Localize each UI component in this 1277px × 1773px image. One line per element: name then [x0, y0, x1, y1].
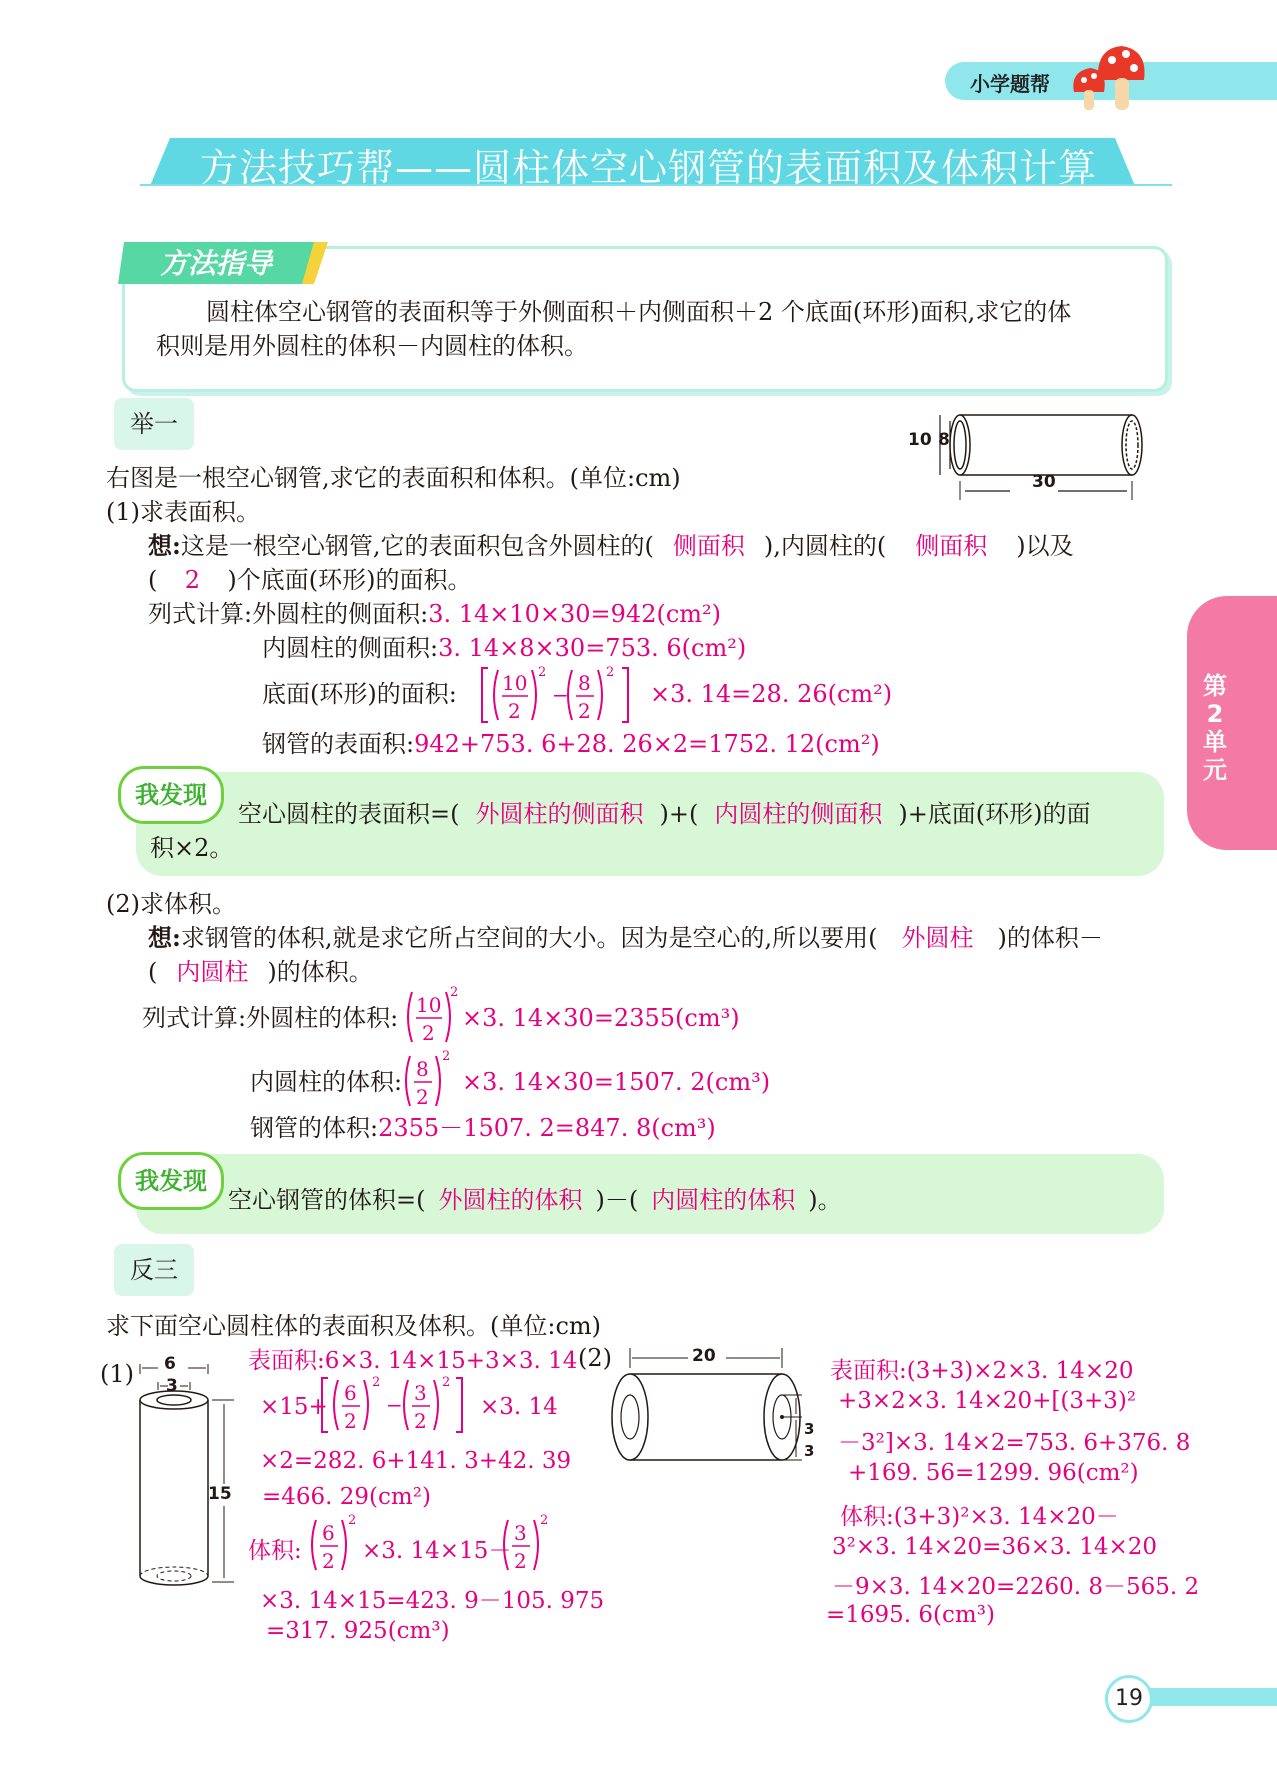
outer-lateral-value: 3. 14×10×30=942(cm²) — [428, 600, 722, 628]
calc-line-4 — [262, 728, 880, 760]
part1-heading: (1)求表面积。 — [106, 498, 260, 526]
outer-radius-formula — [402, 984, 458, 1050]
pipe-volume-value: 2355－1507. 2=847. 8(cm³) — [378, 1114, 716, 1142]
q2-ring-width-label: 3 — [804, 1442, 815, 1460]
discover1-text-c: )+底面(环形)的面 — [898, 800, 1091, 828]
part2-think-d: )的体积。 — [267, 958, 373, 986]
think-label: 想: — [148, 531, 181, 560]
method-line-1: 圆柱体空心钢管的表面积等于外侧面积＋内侧面积＋2 个底面(环形)面积,求它的体 — [206, 298, 1072, 326]
outer-volume-label: 外圆柱的体积: — [246, 1004, 399, 1032]
surface-total-label: 钢管的表面积: — [262, 730, 415, 758]
part2-think-a: 求钢管的体积,就是求它所占空间的大小。因为是空心的,所以要用( — [180, 924, 878, 952]
think-text-a: 这是一根空心钢管,它的表面积包含外圆柱的( — [180, 532, 654, 560]
q2-answer-4: +169. 56=1299. 96(cm²) — [848, 1460, 1139, 1486]
svg-text:2: 2 — [344, 1409, 357, 1433]
q2-label: (2) — [578, 1344, 612, 1372]
svg-text:3: 3 — [514, 1521, 527, 1545]
svg-text:6: 6 — [322, 1521, 335, 1545]
pipe-outer-label: 10 — [908, 430, 932, 450]
svg-text:−: − — [386, 1393, 403, 1417]
q1-answer-3: ×2=282. 6+141. 3+42. 39 — [260, 1448, 572, 1474]
inner-volume-value: ×3. 14×30=1507. 2(cm³) — [462, 1068, 771, 1096]
discover1-line1 — [238, 798, 1091, 830]
discover2-text-c: )。 — [808, 1186, 842, 1214]
pipe-figure — [910, 405, 1150, 505]
inner-lateral-label: 内圆柱的侧面积: — [262, 634, 439, 662]
svg-text:2: 2 — [514, 1549, 527, 1573]
svg-text:2: 2 — [442, 1049, 451, 1064]
q2-answer-8: =1695. 6(cm³) — [826, 1602, 995, 1628]
discover-tag-1: 我发现 — [118, 766, 224, 824]
svg-text:2: 2 — [538, 665, 547, 680]
part1-think-line1 — [148, 530, 1074, 562]
think-label-2: 想: — [148, 923, 181, 952]
page-number: 19 — [1105, 1675, 1153, 1723]
q1-cylinder-figure — [130, 1354, 240, 1594]
think-text-c: )以及 — [1016, 532, 1074, 560]
discover2-blank-1: 外圆柱的体积 — [438, 1186, 583, 1214]
q1-ring-formula — [318, 1372, 486, 1438]
q2-length-label: 20 — [692, 1346, 716, 1366]
think-text-e: )个底面(环形)的面积。 — [227, 566, 472, 594]
svg-text:2: 2 — [606, 665, 615, 680]
outer-volume-value: ×3. 14×30=2355(cm³) — [462, 1004, 740, 1032]
svg-text:2: 2 — [578, 699, 591, 723]
pipe-length-label: 30 — [1032, 472, 1056, 492]
part2-heading: (2)求体积。 — [106, 890, 236, 918]
svg-text:10: 10 — [416, 993, 442, 1017]
blank-outer-cylinder: 外圆柱 — [901, 924, 974, 952]
page-title: 方法技巧帮——圆柱体空心钢管的表面积及体积计算 — [200, 146, 1098, 190]
calc-label: 列式计算: — [148, 600, 253, 628]
method-tag-label: 方法指导 — [160, 247, 273, 280]
q1-outer-volume-formula — [306, 1512, 356, 1578]
pipe-inner-label: 8 — [938, 430, 950, 450]
svg-text:2: 2 — [540, 1513, 549, 1528]
svg-text:2: 2 — [416, 1085, 429, 1109]
part2-think-line1 — [148, 922, 1103, 954]
svg-text:2: 2 — [450, 985, 458, 1000]
q1-outer-label: 6 — [164, 1354, 176, 1374]
q2-answer-6: 3²×3. 14×20=36×3. 14×20 — [832, 1534, 1158, 1560]
part2-think-line2 — [148, 956, 373, 988]
blank-inner-cylinder: 内圆柱 — [176, 958, 249, 986]
svg-text:2: 2 — [414, 1409, 427, 1433]
discover2-line — [228, 1184, 842, 1216]
discover2-blank-2: 内圆柱的体积 — [651, 1186, 796, 1214]
part1-think-line2 — [148, 564, 471, 596]
q1-answer-7: =317. 925(cm³) — [266, 1618, 450, 1644]
svg-text:2: 2 — [422, 1021, 435, 1045]
inner-radius-formula — [400, 1048, 456, 1114]
pipe-volume-label: 钢管的体积: — [250, 1114, 379, 1142]
svg-text:2: 2 — [322, 1549, 335, 1573]
inner-volume-label: 内圆柱的体积: — [250, 1068, 403, 1096]
ring-area-value: ×3. 14=28. 26(cm²) — [650, 680, 893, 708]
example-tag: 举一 — [114, 398, 194, 450]
blank-outer-lateral: 侧面积 — [672, 532, 745, 560]
discover2-text-b: )－( — [595, 1186, 639, 1214]
q2-answer-7: －9×3. 14×20=2260. 8－565. 2 — [832, 1574, 1200, 1600]
calc-line-1 — [148, 598, 721, 630]
svg-text:2: 2 — [442, 1375, 451, 1390]
q1-answer-2a: ×15+ — [260, 1394, 328, 1420]
discover1-text-b: )+( — [659, 800, 699, 828]
part2-think-c: ( — [148, 958, 158, 986]
q2-inner-radius-label: 3 — [804, 1420, 815, 1438]
unit-label: 第2单元 — [1203, 672, 1227, 784]
q1-height-label: 15 — [208, 1484, 232, 1504]
mushroom-icon — [1060, 40, 1150, 115]
svg-text:10: 10 — [502, 671, 528, 695]
svg-text:8: 8 — [416, 1057, 429, 1081]
q1-inner-label: 3 — [166, 1376, 178, 1396]
discover1-line2: 积×2。 — [150, 834, 234, 862]
calc-line-2 — [262, 632, 746, 664]
q2-answer-2: +3×2×3. 14×20+[(3+3)² — [838, 1388, 1137, 1414]
discover1-text-a: 空心圆柱的表面积=( — [238, 800, 460, 828]
ring-area-formula — [478, 662, 648, 728]
blank-inner-lateral: 侧面积 — [915, 532, 988, 560]
q1-inner-volume-formula — [498, 1512, 558, 1578]
q1-answer-4: =466. 29(cm²) — [262, 1484, 431, 1510]
svg-text:2: 2 — [372, 1375, 381, 1390]
svg-text:8: 8 — [578, 671, 591, 695]
practice-prompt: 求下面空心圆柱体的表面积及体积。(单位:cm) — [106, 1312, 602, 1340]
think-text-b: ),内圆柱的( — [763, 532, 887, 560]
discover2-text-a: 空心钢管的体积=( — [228, 1186, 426, 1214]
outer-lateral-label: 外圆柱的侧面积: — [252, 600, 429, 628]
think-text-d: ( — [148, 566, 158, 594]
q1-answer-2b: ×3. 14 — [480, 1394, 558, 1420]
part2-think-b: )的体积－ — [997, 924, 1103, 952]
surface-total-value: 942+753. 6+28. 26×2=1752. 12(cm²) — [414, 730, 880, 758]
svg-text:2: 2 — [348, 1513, 356, 1528]
q2-answer-1: 表面积:(3+3)×2×3. 14×20 — [830, 1358, 1134, 1384]
q1-label: (1) — [100, 1360, 134, 1388]
practice-tag: 反三 — [114, 1244, 194, 1296]
q1-answer-6: ×3. 14×15=423. 9－105. 975 — [260, 1588, 605, 1614]
svg-text:6: 6 — [344, 1381, 357, 1405]
blank-base-count: 2 — [184, 566, 201, 594]
svg-text:3: 3 — [414, 1381, 427, 1405]
q1-answer-1: 表面积:6×3. 14×15+3×3. 14 — [248, 1348, 578, 1374]
example-prompt: 右图是一根空心钢管,求它的表面积和体积。(单位:cm) — [106, 464, 681, 492]
discover1-blank-1: 外圆柱的侧面积 — [475, 800, 644, 828]
q2-answer-3: －3²]×3. 14×2=753. 6+376. 8 — [838, 1430, 1191, 1456]
q1-answer-5a: 体积: — [248, 1538, 302, 1564]
volume-line-1-label — [142, 1002, 398, 1034]
volume-line-3 — [250, 1112, 716, 1144]
q2-answer-5: 体积:(3+3)²×3. 14×20－ — [840, 1504, 1119, 1530]
q1-answer-5b: ×3. 14×15－ — [362, 1538, 512, 1564]
method-line-2: 积则是用外圆柱的体积－内圆柱的体积。 — [156, 332, 588, 360]
calc-line-3-label: 底面(环形)的面积: — [262, 680, 457, 708]
discover1-blank-2: 内圆柱的侧面积 — [714, 800, 883, 828]
brand-name: 小学题帮 — [970, 72, 1050, 96]
svg-text:−: − — [552, 683, 569, 707]
discover-tag-2: 我发现 — [118, 1152, 224, 1210]
inner-lateral-value: 3. 14×8×30=753. 6(cm²) — [438, 634, 747, 662]
calc-label-2: 列式计算: — [142, 1004, 247, 1032]
svg-text:2: 2 — [508, 699, 521, 723]
